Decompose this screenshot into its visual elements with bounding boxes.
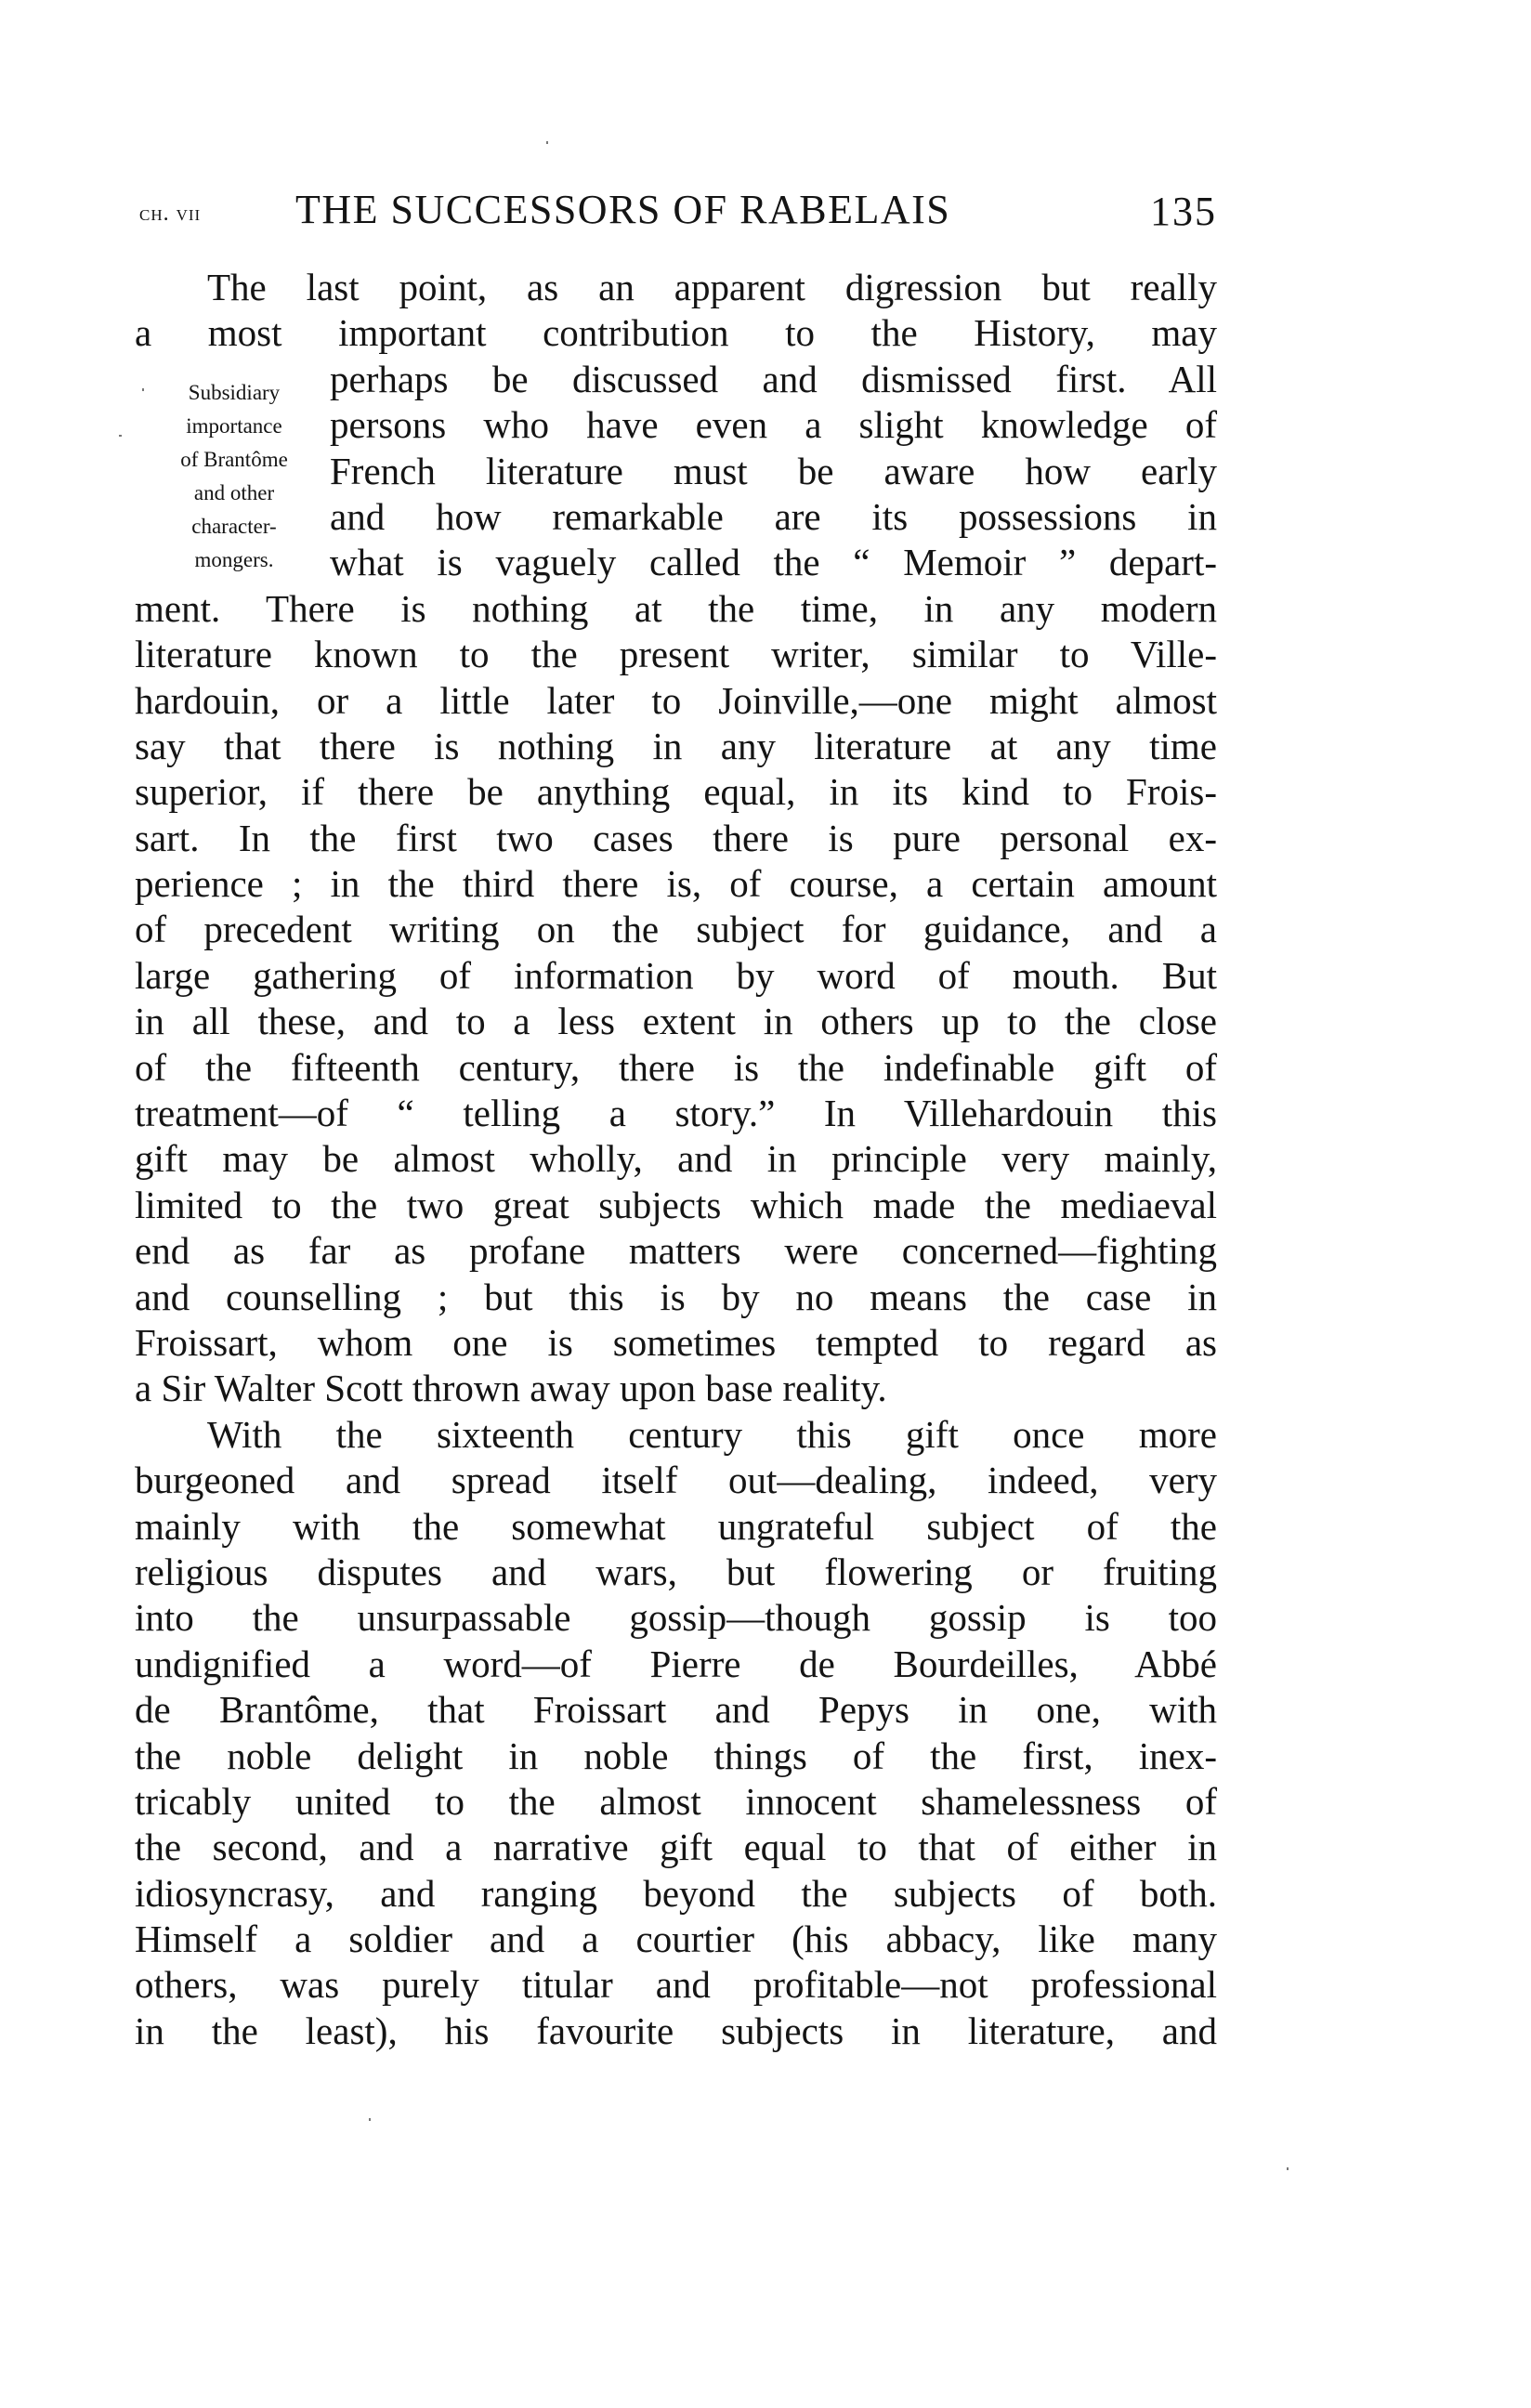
- running-head: [139, 186, 1217, 242]
- text-line: idiosyncrasy, and ranging beyond the subjects of both.: [135, 1871, 1217, 1915]
- margin-note-line: and other: [193, 481, 275, 504]
- scan-speck: [546, 141, 548, 144]
- text-line: ment. There is nothing at the time, in any modern: [135, 586, 1217, 630]
- margin-note-line: mongers.: [194, 548, 274, 571]
- text-line: a most important contribution to the History, may: [135, 311, 1217, 355]
- text-line: say that there is nothing in any literature at any time: [135, 724, 1217, 767]
- text-line: persons who have even a slight knowledge of: [330, 403, 1217, 447]
- text-line: of precedent writing on the subject for guidance, and a: [135, 908, 1217, 951]
- scan-speck: [1287, 2167, 1289, 2170]
- text-line: mainly with the somewhat ungrateful subject of the: [135, 1504, 1217, 1548]
- text-line: of the fifteenth century, there is the indefinable gift of: [135, 1045, 1217, 1089]
- text-line: gift may be almost wholly, and in principle very mainly,: [135, 1137, 1217, 1181]
- text-line: undignified a word—of Pierre de Bourdeilles, Abbé: [135, 1642, 1217, 1685]
- page-number: 135: [1150, 189, 1217, 234]
- text-line: the noble delight in noble things of the first, inex-: [135, 1734, 1217, 1777]
- text-line: Himself a soldier and a courtier (his abbacy, like many: [135, 1917, 1217, 1961]
- text-line: end as far as profane matters were concerned—fighting: [135, 1229, 1217, 1273]
- margin-note-line: character-: [191, 515, 277, 538]
- text-line: and counselling ; but this is by no means the case in: [135, 1275, 1217, 1318]
- margin-note-line: Subsidiary: [188, 381, 281, 404]
- text-line: the second, and a narrative gift equal to that of either in: [135, 1826, 1217, 1869]
- text-line: others, was purely titular and profitable—not professional: [135, 1963, 1217, 2007]
- text-line: religious disputes and wars, but flowering or fruiting: [135, 1550, 1217, 1593]
- text-line: literature known to the present writer, similar to Ville-: [135, 633, 1217, 676]
- text-line: perience ; in the third there is, of course, a certain amount: [135, 862, 1217, 906]
- scan-speck: [119, 435, 122, 437]
- running-title: THE SUCCESSORS OF RABELAIS: [295, 187, 951, 232]
- text-line: into the unsurpassable gossip—though gossip is too: [135, 1596, 1217, 1640]
- scan-speck: [369, 2118, 371, 2121]
- body-text: [135, 265, 1217, 2054]
- text-line: limited to the two great subjects which made the mediaeval: [135, 1183, 1217, 1226]
- text-line: sart. In the first two cases there is pure personal ex-: [135, 816, 1217, 859]
- scan-speck: [142, 388, 144, 391]
- text-line: French literature must be aware how early: [330, 449, 1217, 492]
- text-line: large gathering of information by word of mouth. But: [135, 953, 1217, 997]
- text-line: in the least), his favourite subjects in literature, and: [135, 2009, 1217, 2052]
- margin-note-line: of Brantôme: [180, 448, 288, 471]
- text-line: de Brantôme, that Froissart and Pepys in one, with: [135, 1688, 1217, 1732]
- text-line: With the sixteenth century this gift once more: [207, 1412, 1217, 1456]
- text-line: Froissart, whom one is sometimes tempted to regard as: [135, 1320, 1217, 1364]
- text-line: burgeoned and spread itself out—dealing, indeed, very: [135, 1459, 1217, 1502]
- chapter-label: ch. vii: [139, 202, 202, 226]
- text-line: The last point, as an apparent digression but really: [207, 266, 1217, 308]
- text-line: perhaps be discussed and dismissed first. All: [330, 357, 1217, 400]
- margin-note-line: importance: [186, 414, 282, 438]
- text-line: what is vaguely called the “ Memoir ” depart-: [330, 541, 1217, 584]
- text-line: hardouin, or a little later to Joinville,—one might almost: [135, 678, 1217, 722]
- text-line: treatment—of “ telling a story.” In Villehardouin this: [135, 1092, 1217, 1135]
- text-line: in all these, and to a less extent in others up to the close: [135, 1000, 1217, 1043]
- text-line: superior, if there be anything equal, in its kind to Frois-: [135, 770, 1217, 814]
- text-line: and how remarkable are its possessions in: [330, 494, 1217, 538]
- text-line: tricably united to the almost innocent shamelessness of: [135, 1779, 1217, 1823]
- text-line: a Sir Walter Scott thrown away upon base reality.: [135, 1367, 887, 1410]
